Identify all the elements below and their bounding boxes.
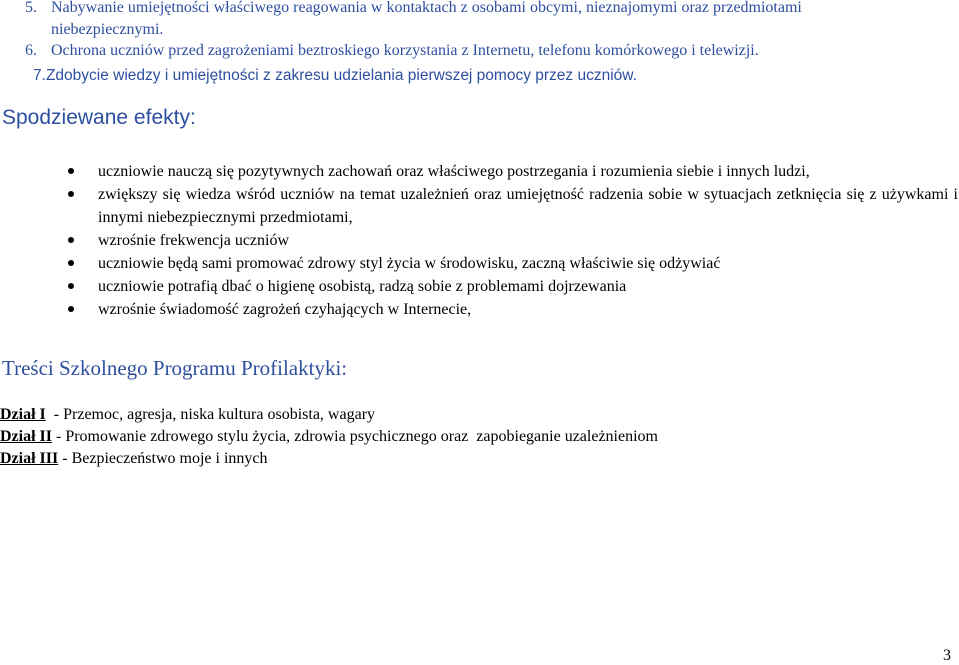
item-text: Zdobycie wiedzy i umiejętności z zakresu udzielania pierwszej pomocy przez uczniów. — [45, 67, 637, 84]
section-label: Dział III — [0, 450, 59, 467]
list-item — [25, 0, 802, 17]
list-item — [0, 183, 958, 229]
list-item — [33, 67, 637, 85]
item-number: 5. — [25, 0, 37, 16]
item-text: zwiększy się wiedza wśród uczniów na temat uzależnień oraz umiejętność radzenia sobie w sytuacjach zetknięcia się z używkami i innymi niebezpiecznymi przedmiotami, — [98, 186, 958, 226]
effects-list — [0, 160, 959, 321]
item-text: Ochrona uczniów przed zagrożeniami beztroskiego korzystania z Internetu, telefonu komórkowego i telewizji. — [51, 42, 759, 59]
bullet-icon — [68, 306, 74, 312]
bullet-icon — [68, 283, 74, 289]
list-item — [0, 275, 958, 298]
item-number: 7. — [33, 67, 46, 84]
item-number: 6. — [25, 42, 37, 59]
item-text: wzrośnie frekwencja uczniów — [98, 232, 290, 249]
list-item — [0, 160, 958, 183]
program-sections — [0, 404, 658, 470]
bullet-icon — [68, 191, 74, 197]
list-item-continuation: niebezpiecznymi. — [51, 21, 164, 38]
list-item — [0, 252, 958, 275]
item-text: Nabywanie umiejętności właściwego reagowania w kontaktach z osobami obcymi, nieznajomymi oraz przedmiotami — [51, 0, 802, 16]
section-text: - Przemoc, agresja, niska kultura osobista, wagary — [45, 406, 376, 423]
section-label: Dział I — [0, 406, 46, 423]
program-section-row — [0, 404, 658, 426]
item-text: wzrośnie świadomość zagrożeń czyhających w Internecie, — [98, 301, 472, 318]
program-section-row — [0, 426, 658, 448]
item-text: uczniowie nauczą się pozytywnych zachowań oraz właściwego postrzegania i rozumienia siebie i innych ludzi, — [98, 163, 810, 180]
section-text: - Bezpieczeństwo moje i innych — [58, 450, 268, 467]
section-text: - Promowanie zdrowego stylu życia, zdrowia psychicznego oraz zapobieganie uzależnieniom — [52, 428, 658, 445]
list-item — [0, 298, 958, 321]
item-text: uczniowie potrafią dbać o higienę osobistą, radzą sobie z problemami dojrzewania — [98, 278, 627, 295]
section-heading-program: Treści Szkolnego Programu Profilaktyki: — [2, 356, 348, 380]
list-item — [25, 42, 759, 60]
program-section-row — [0, 448, 658, 470]
bullet-icon — [68, 237, 74, 243]
section-label: Dział II — [0, 428, 52, 445]
bullet-icon — [68, 168, 74, 174]
bullet-icon — [68, 260, 74, 266]
section-heading-effects: Spodziewane efekty: — [2, 106, 196, 129]
list-item — [0, 229, 958, 252]
page-number: 3 — [943, 647, 951, 664]
item-text: uczniowie będą sami promować zdrowy styl życia w środowisku, zaczną właściwie się odżywiać — [98, 255, 721, 272]
